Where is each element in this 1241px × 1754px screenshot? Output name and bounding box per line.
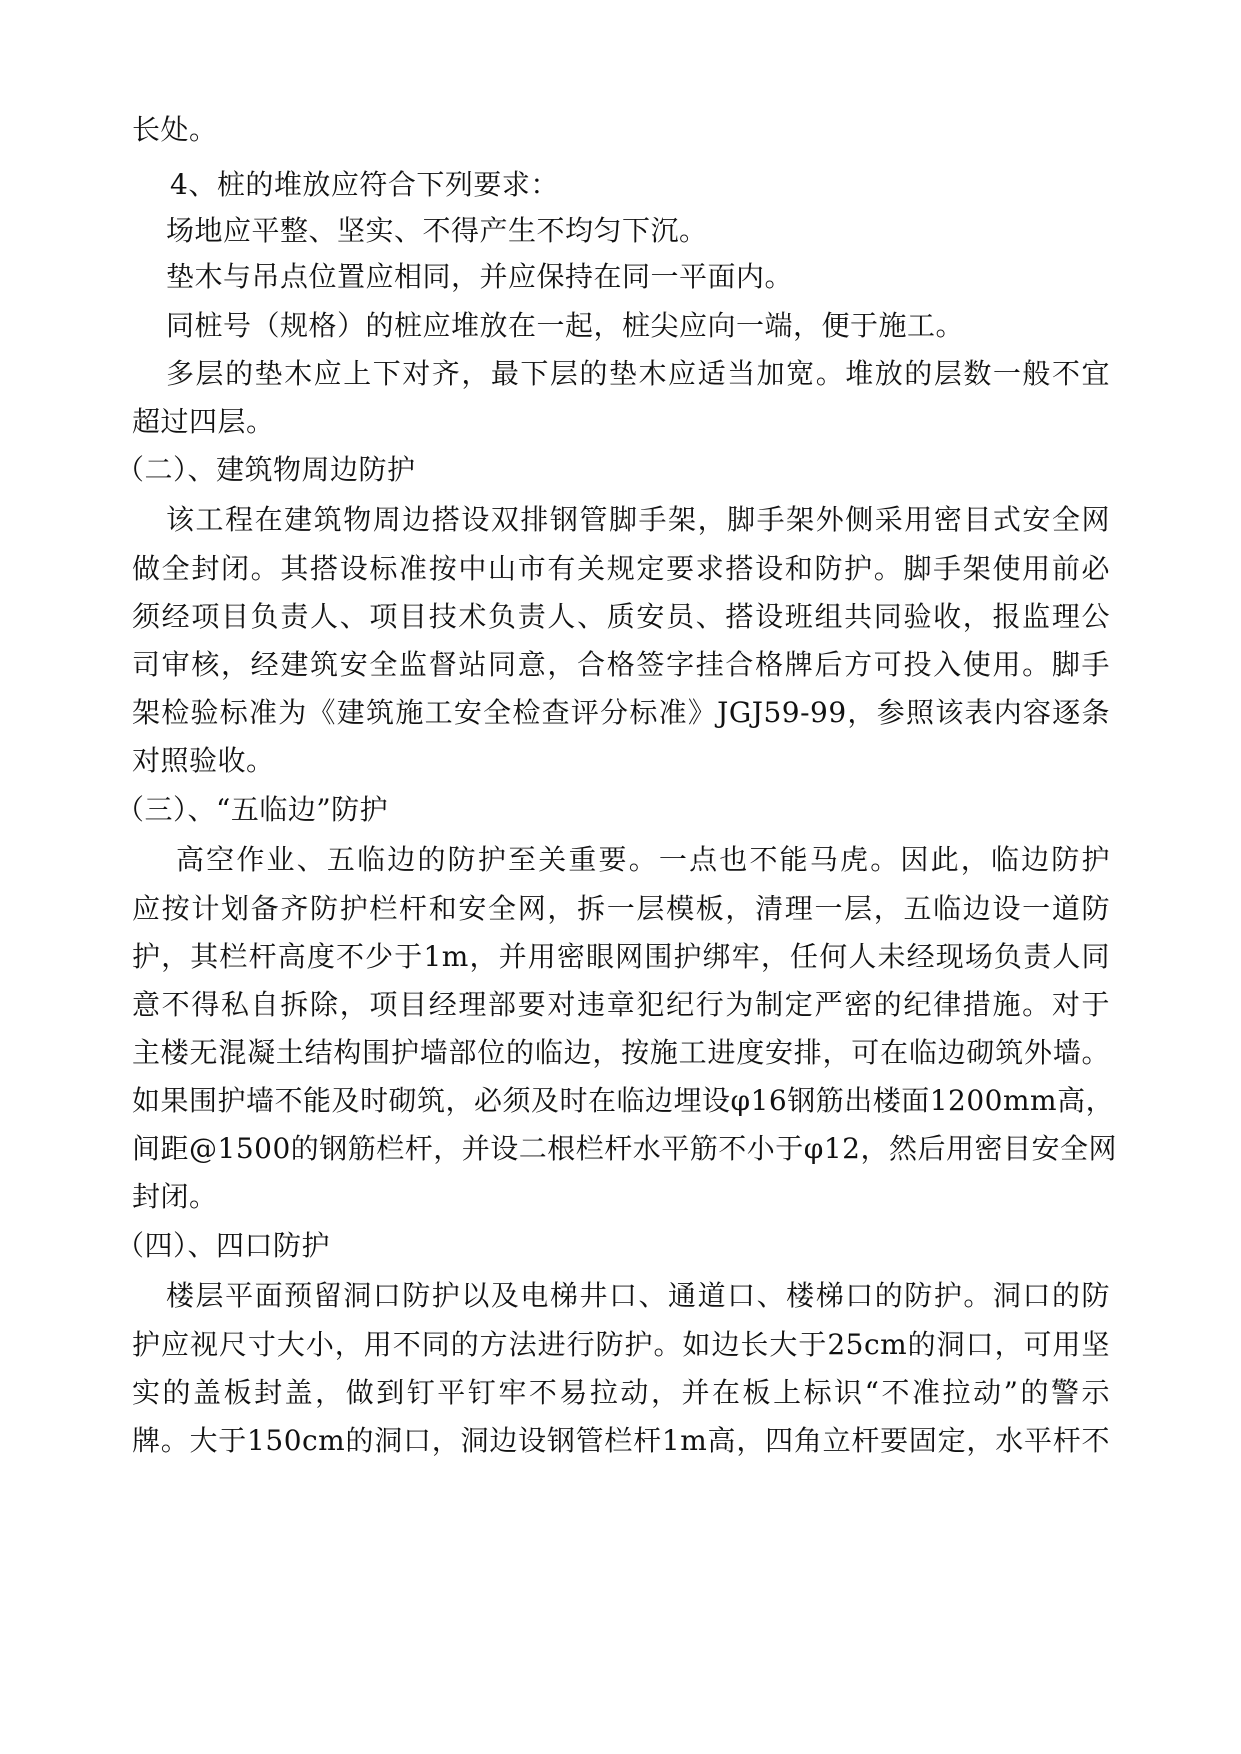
paragraph-line: 架检验标准为《建筑施工安全检查评分标准》JGJ59-99，参照该表内容逐条 xyxy=(132,696,1110,729)
paragraph-line: 超过四层。 xyxy=(132,405,275,438)
section-heading-opening-protection: （四）、四口防护 xyxy=(116,1229,331,1262)
paragraph-line: 该工程在建筑物周边搭设双排钢管脚手架，脚手架外侧采用密目式安全网 xyxy=(166,503,1110,536)
paragraph-line: 楼层平面预留洞口防护以及电梯井口、通道口、楼梯口的防护。洞口的防 xyxy=(166,1279,1110,1312)
text-line-continuation: 长处。 xyxy=(132,113,218,146)
list-heading-pile-stacking: 4、桩的堆放应符合下列要求： xyxy=(170,168,559,201)
section-heading-perimeter-protection: （二）、建筑物周边防护 xyxy=(116,453,416,486)
paragraph-line: 做全封闭。其搭设标准按中山市有关规定要求搭设和防护。脚手架使用前必 xyxy=(132,552,1110,585)
section-heading-edge-protection: （三）、“五临边”防护 xyxy=(116,793,389,826)
paragraph-line: 司审核，经建筑安全监督站同意，合格签字挂合格牌后方可投入使用。脚手 xyxy=(132,648,1110,681)
paragraph-line: 封闭。 xyxy=(132,1180,218,1213)
paragraph-line: 间距@1500的钢筋栏杆，并设二根栏杆水平筋不小于φ12，然后用密目安全网 xyxy=(132,1132,1117,1165)
paragraph-line: 主楼无混凝土结构围护墙部位的临边，按施工进度安排，可在临边砌筑外墙。 xyxy=(132,1036,1110,1069)
paragraph-line: 如果围护墙不能及时砌筑，必须及时在临边埋设φ16钢筋出楼面1200mm高， xyxy=(132,1084,1115,1117)
paragraph-line: 实的盖板封盖，做到钉平钉牢不易拉动，并在板上标识“不准拉动”的警示 xyxy=(132,1376,1110,1409)
paragraph-line: 多层的垫木应上下对齐，最下层的垫木应适当加宽。堆放的层数一般不宜 xyxy=(166,357,1110,390)
list-item: 垫木与吊点位置应相同，并应保持在同一平面内。 xyxy=(166,260,794,293)
paragraph-line: 牌。大于150cm的洞口，洞边设钢管栏杆1m高，四角立杆要固定，水平杆不 xyxy=(132,1424,1110,1457)
list-item: 同桩号（规格）的桩应堆放在一起，桩尖应向一端，便于施工。 xyxy=(166,309,965,342)
paragraph-line: 对照验收。 xyxy=(132,744,275,777)
paragraph-line: 护，其栏杆高度不少于1m，并用密眼网围护绑牢，任何人未经现场负责人同 xyxy=(132,940,1110,973)
paragraph-line: 高空作业、五临边的防护至关重要。一点也不能马虎。因此，临边防护 xyxy=(176,843,1110,876)
paragraph-line: 须经项目负责人、项目技术负责人、质安员、搭设班组共同验收，报监理公 xyxy=(132,600,1110,633)
paragraph-line: 应按计划备齐防护栏杆和安全网，拆一层模板，清理一层，五临边设一道防 xyxy=(132,892,1110,925)
list-item: 场地应平整、坚实、不得产生不均匀下沉。 xyxy=(166,214,708,247)
paragraph-line: 意不得私自拆除，项目经理部要对违章犯纪行为制定严密的纪律措施。对于 xyxy=(132,988,1110,1021)
paragraph-line: 护应视尺寸大小，用不同的方法进行防护。如边长大于25cm的洞口，可用坚 xyxy=(132,1328,1110,1361)
